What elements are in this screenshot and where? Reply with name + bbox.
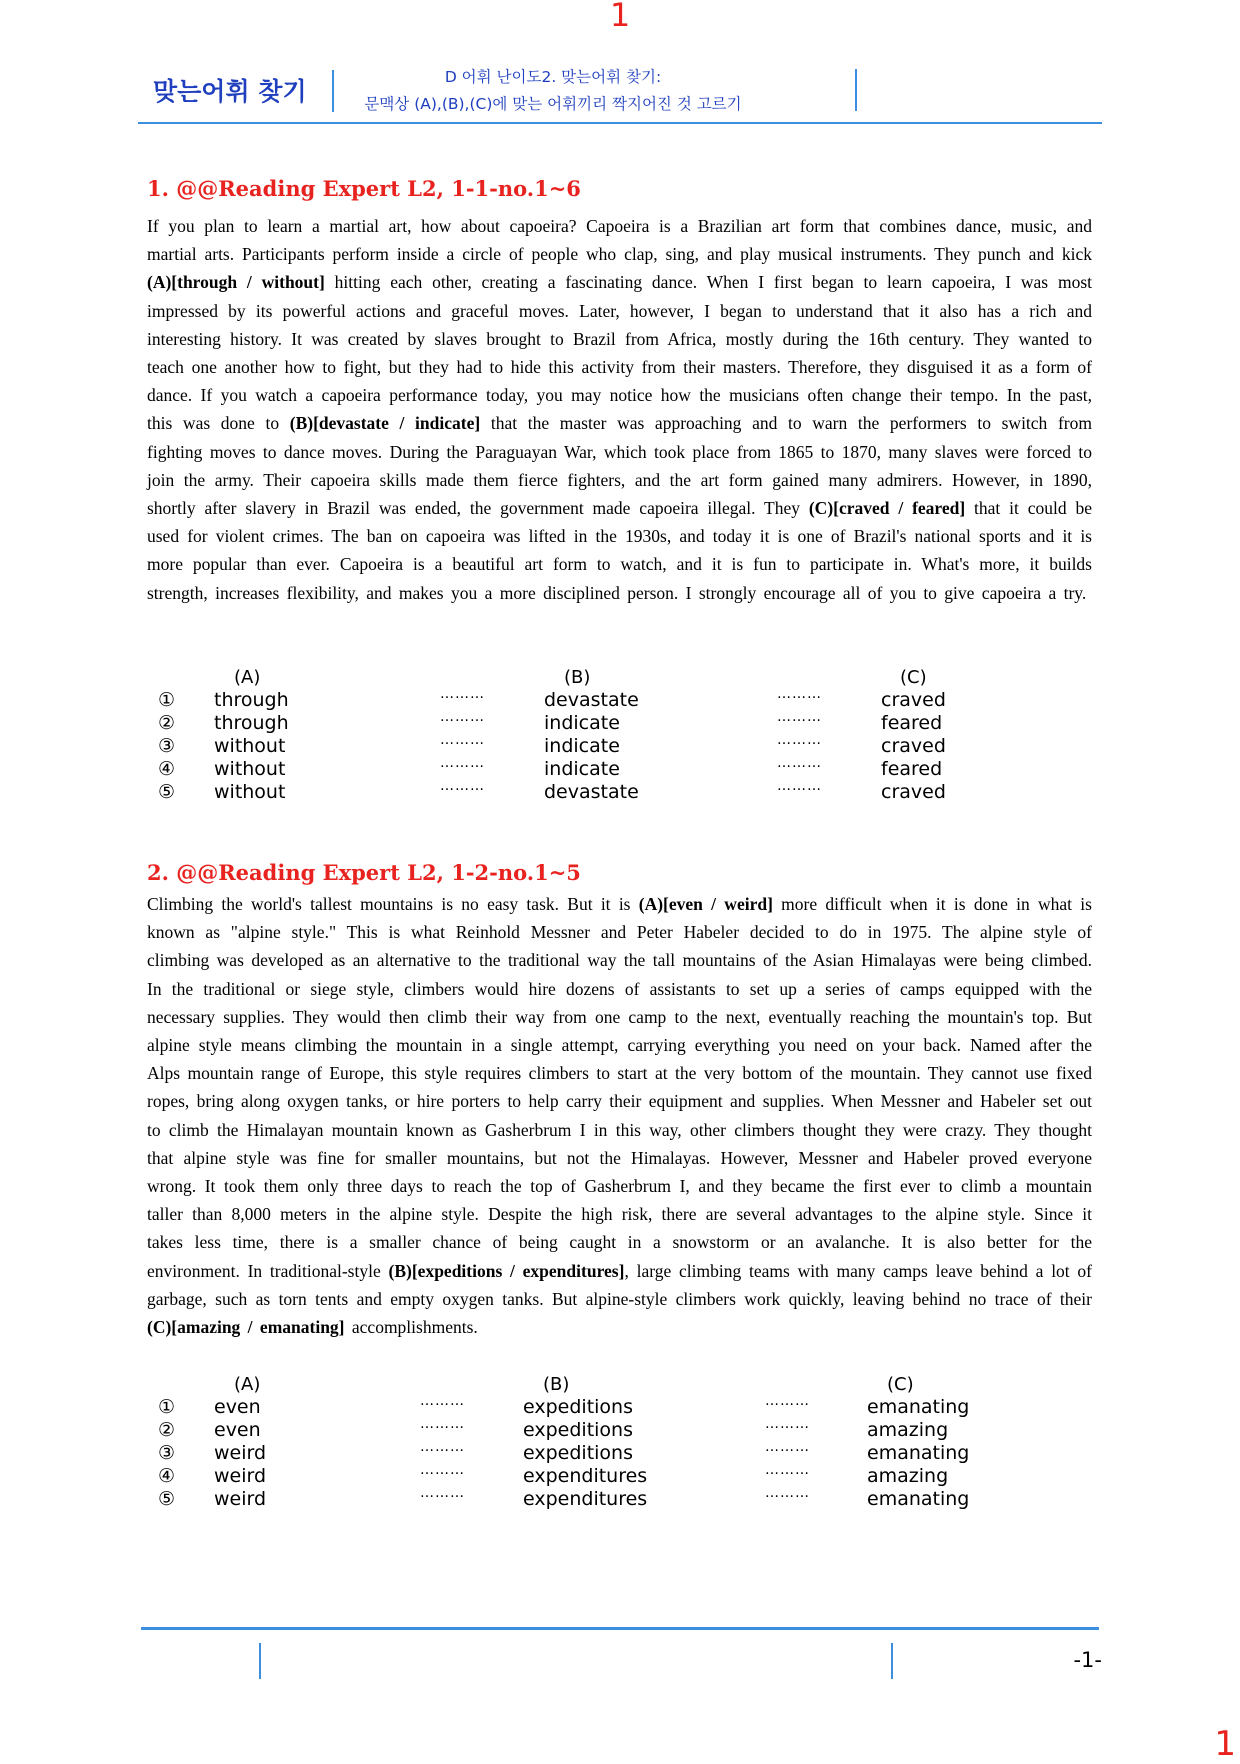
option-a-word: without [214,781,286,803]
option-c-word: amazing [867,1465,949,1487]
option-a-word: through [214,712,289,734]
header-subtitle [363,64,743,118]
option-dots: ……… [777,778,822,794]
option-dots: ……… [420,1393,465,1409]
option-dots: ……… [440,778,485,794]
option-number: ④ [158,1465,176,1487]
option-b-word: expenditures [523,1488,648,1510]
header-divider-right [855,69,857,111]
option-c-word: craved [881,781,946,803]
option-b-word: expeditions [523,1442,633,1464]
blank-choice: (A)[even / weird] [638,894,773,914]
answer-option[interactable] [158,1462,1058,1488]
option-a-word: without [214,758,286,780]
option-b-word: devastate [544,781,639,803]
option-number: ④ [158,758,176,780]
option-c-word: amazing [867,1419,949,1441]
option-dots: ……… [777,732,822,748]
option-c-word: feared [881,712,943,734]
option-a-word: weird [214,1442,267,1464]
option-b-word: indicate [544,735,620,757]
option-b-word: expenditures [523,1465,648,1487]
option-number: ⑤ [158,1488,176,1510]
question-2-title: 2. @@Reading Expert L2, 1-2-no.1~5 [147,860,581,885]
blank-choice: (C)[craved / feared] [808,498,966,519]
option-number: ② [158,712,176,734]
passage-text: Climbing the world's tallest mountains is no easy task. But it is [147,894,639,914]
option-number: ② [158,1419,176,1441]
option-number: ⑤ [158,781,176,803]
header-subtitle-line1: D 어휘 난이도2. 맞는어휘 찾기: [444,68,662,86]
answer-option[interactable] [158,1439,1058,1465]
option-number: ③ [158,1442,176,1464]
footer-divider-left [259,1643,261,1679]
blank-choice: (A)[through / without] [147,272,325,293]
choice-column-header: (C) [900,667,927,688]
passage-text: that it could be used for violent crimes. The ban on capoeira was lifted in the 1930s, and today it is one of Brazil's national sports and it is more popular than ever. Capoeira is a beautiful art form to watch, and it is fun to participate in. What's more, it builds strength, increases flexibility, and makes you a more disciplined person. I strongly encourage all of you to give capoeira a try. [147,498,1092,603]
question-1-title: 1. @@Reading Expert L2, 1-1-no.1~6 [147,176,581,201]
footer-divider-right [891,1643,893,1679]
option-dots: ……… [420,1439,465,1455]
option-number: ③ [158,735,176,757]
blank-choice: (B)[devastate / indicate] [289,413,481,434]
option-dots: ……… [765,1416,810,1432]
header-subtitle-line2: 문맥상 (A),(B),(C)에 맞는 어휘끼리 짝지어진 것 고르기 [364,95,742,113]
passage-text: more difficult when it is done in what is known as "alpine style." This is what Reinhold Messner and Peter Habeler decided to do in 1975. The alpine style of climbing was developed as an alternative to the traditional way the tall mountains of the Asian Himalayas were being climbed. In the traditional or siege style, climbers would hire dozens of assistants to set up a series of camps equipped with the necessary supplies. They would then climb their way from one camp to the next, eventually reaching the mountain's top. But alpine style means climbing the mountain in a single attempt, carrying everything you need on your back. Named after the Alps mountain range of Europe, this style requires climbers to start at the very bottom of the mountain. They cannot use fixed ropes, bring along oxygen tanks, or hire porters to help carry their equipment and supplies. When Messner and Habeler set out to climb the Himalayan mountain known as Gasherbrum I in this way, other climbers thought they were crazy. They thought that alpine style was fine for smaller mountains, but not the Himalayas. However, Messner and Habeler proved everyone wrong. It took them only three days to reach the top of Gasherbrum I, and they became the first ever to climb a mountain taller than 8,000 meters in the alpine style. Despite the high risk, there are several advantages to the alpine style. Since it takes less time, there is a smaller chance of being caught in a snowstorm or an avalanche. It is also better for the environment. In traditional-style [147,894,1092,1281]
option-dots: ……… [765,1439,810,1455]
option-dots: ……… [420,1416,465,1432]
passage-text: hitting each other, creating a fascinating dance. When I first began to learn capoeira, I was most impressed by its powerful actions and graceful moves. Later, however, I began to understand that it also has a rich and interesting history. It was created by slaves brought to Brazil from Africa, mostly during the 16th century. They wanted to teach one another how to fight, but they had to hide this activity from their masters. Therefore, they disguised it as a form of dance. If you watch a capoeira performance today, you may notice how the musicians often change their tempo. In the past, this was done to [147,272,1092,434]
page-corner-number: 1 [1214,1724,1236,1764]
option-dots: ……… [777,686,822,702]
option-b-word: expeditions [523,1419,633,1441]
option-a-word: even [214,1419,261,1441]
option-a-word: through [214,689,289,711]
answer-option[interactable] [158,686,1058,712]
option-a-word: weird [214,1488,267,1510]
option-dots: ……… [777,755,822,771]
passage-text: , large climbing teams with many camps leave behind a lot of garbage, such as torn tents and empty oxygen tanks. But alpine-style climbers work quickly, leaving behind no trace of their [147,1260,1093,1309]
answer-option[interactable] [158,732,1058,758]
header-title: 맞는어휘 찾기 [153,77,307,106]
page-top-number: 1 [609,0,631,34]
answer-option[interactable] [158,1393,1058,1419]
answer-option[interactable] [158,778,1058,804]
option-c-word: emanating [867,1396,970,1418]
option-a-word: without [214,735,286,757]
option-c-word: emanating [867,1442,970,1464]
choice-column-header: (B) [543,1374,570,1395]
option-a-word: even [214,1396,261,1418]
passage-text: accomplishments. [344,1317,478,1338]
option-dots: ……… [440,732,485,748]
option-number: ① [158,689,176,711]
option-b-word: devastate [544,689,639,711]
blank-choice: (C)[amazing / emanating] [147,1317,345,1338]
option-dots: ……… [440,709,485,725]
option-dots: ……… [440,686,485,702]
option-dots: ……… [765,1462,810,1478]
footer-rule [141,1627,1099,1630]
page-header [138,60,1102,124]
option-dots: ……… [440,755,485,771]
answer-option[interactable] [158,755,1058,781]
choice-column-header: (B) [564,667,591,688]
question-1-passage [147,212,1092,607]
option-dots: ……… [765,1485,810,1501]
answer-option[interactable] [158,1416,1058,1442]
blank-choice: (B)[expeditions / expenditures] [388,1260,625,1281]
header-divider-left [332,70,334,112]
option-b-word: indicate [544,758,620,780]
choice-column-header: (A) [234,1374,261,1395]
option-c-word: feared [881,758,943,780]
option-dots: ……… [420,1485,465,1501]
answer-option[interactable] [158,1485,1058,1511]
option-dots: ……… [777,709,822,725]
option-b-word: indicate [544,712,620,734]
option-c-word: craved [881,689,946,711]
option-c-word: emanating [867,1488,970,1510]
choice-column-header: (A) [234,667,261,688]
option-dots: ……… [420,1462,465,1478]
answer-option[interactable] [158,709,1058,735]
option-a-word: weird [214,1465,267,1487]
passage-text: that the master was approaching and to warn the performers to switch from fighting moves to dance moves. During the Paraguayan War, which took place from 1865 to 1870, many slaves were forced to join the army. Their capoeira skills made them fierce fighters, and the art form gained many admirers. However, in 1890, shortly after slavery in Brazil was ended, the government made capoeira illegal. They [147,413,1092,519]
page-number: -1- [1073,1648,1102,1672]
passage-text: If you plan to learn a martial art, how about capoeira? Capoeira is a Brazilian art form that combines dance, music, and martial arts. Participants perform inside a circle of people who clap, sing, and play musical instruments. They punch and kick [147,216,1092,265]
option-dots: ……… [765,1393,810,1409]
option-c-word: craved [881,735,946,757]
option-b-word: expeditions [523,1396,633,1418]
option-number: ① [158,1396,176,1418]
header-underline [138,122,1102,124]
choice-column-header: (C) [887,1374,914,1395]
question-2-passage [147,890,1092,1341]
